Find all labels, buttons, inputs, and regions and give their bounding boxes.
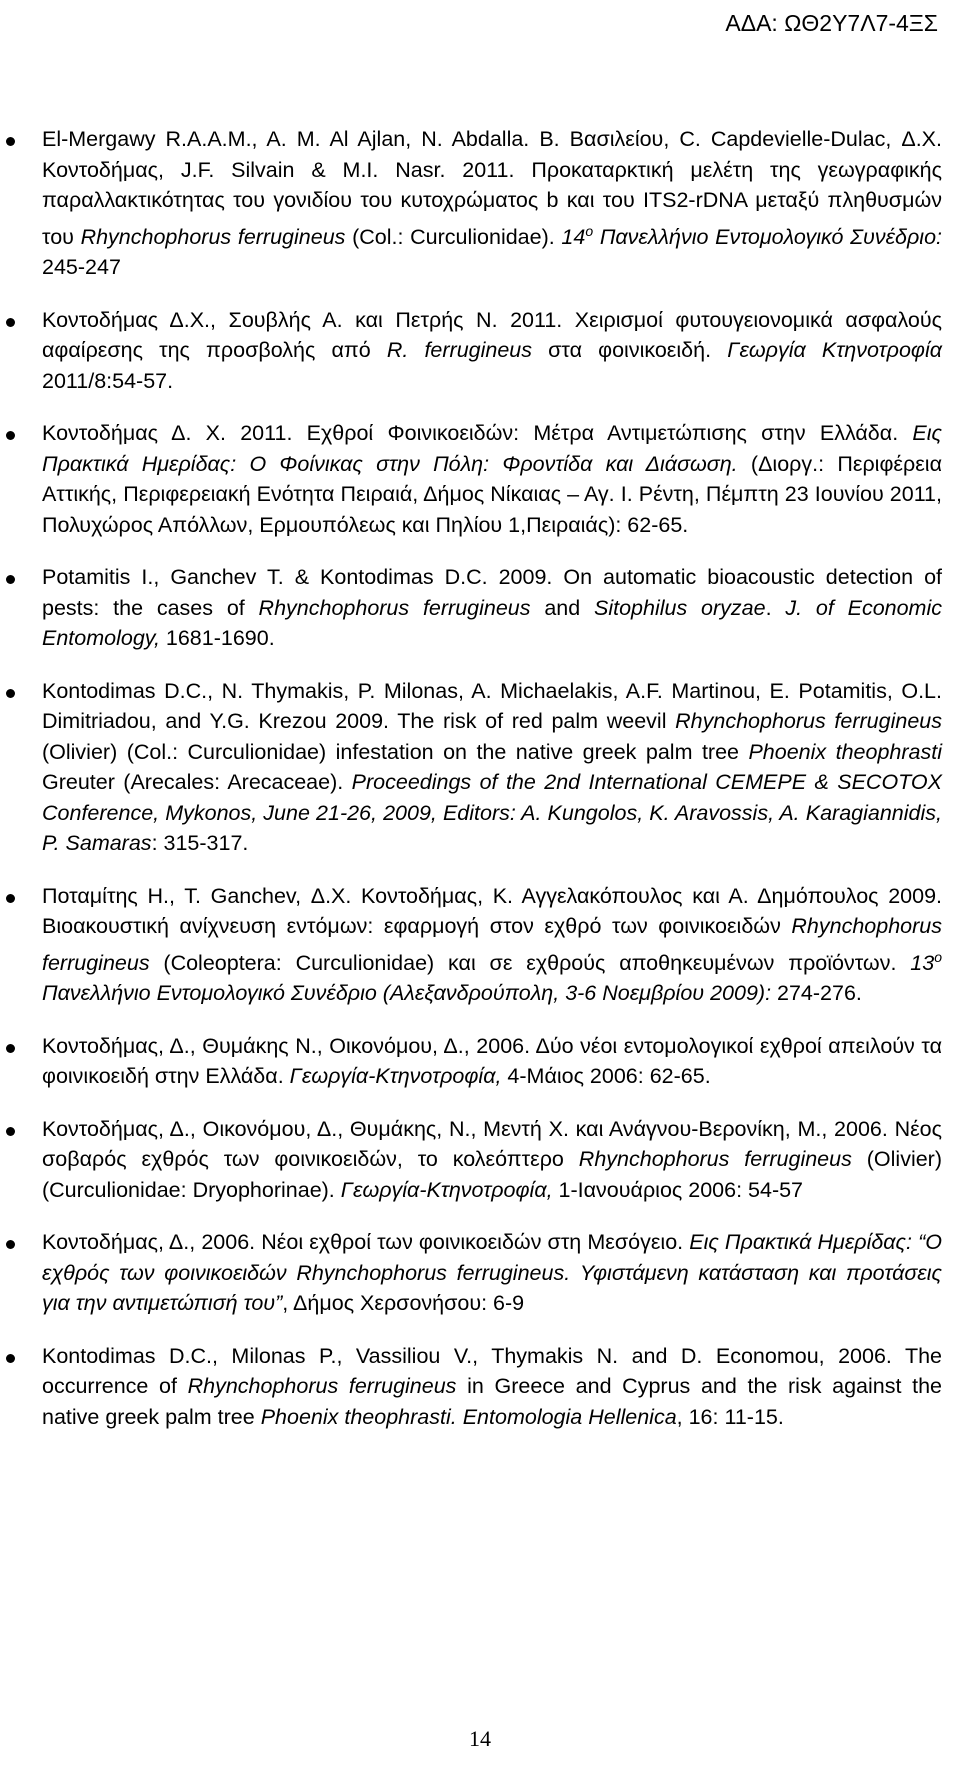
italic-text: Πανελλήνιο Εντομολογικό Συνέδριο (Αλεξανδρούπολη, 3-6 Νοεμβρίου 2009): <box>42 981 772 1006</box>
reference-item <box>0 305 942 397</box>
reference-text <box>42 881 942 1009</box>
italic-text: Εις Πρακτικά Ημερίδας: Ο Φοίνικας στην Πόλη: Φροντίδα και Διάσωση. <box>42 421 942 476</box>
plain-text: , Δήμος Χερσονήσου: 6-9 <box>282 1291 525 1316</box>
italic-text: 13 <box>910 950 935 975</box>
plain-text: 2011/8:54-57. <box>42 368 174 393</box>
plain-text: 1-Ιανουάριος 2006: 54-57 <box>552 1177 804 1202</box>
italic-text: Phoenix theophrasti. <box>260 1404 457 1429</box>
italic-text: Proceedings of the 2nd International CEMEPE & SECOTOX Conference, Mykonos, June 21-26, 2009, Editors: A. Kungolos, K. Aravossis, A. Karagiannidis, P. Samaras <box>42 770 942 856</box>
plain-text: El-Mergawy R.A.A.M., A. M. Al Ajlan, N. Abdalla. B. Βασιλείου, C. Capdevielle-Dulac, Δ.Χ. Κοντοδήμας, J.F. Silvain & M.I. Nasr. 2011. Προκαταρκτική μελέτη της γεωγραφικής παραλλακτικότητας του γονιδίου του κυτοχρώματος b και του ITS2-rDNA μεταξύ πληθυσμών του <box>42 127 942 249</box>
reference-list <box>0 124 960 1454</box>
plain-text: Potamitis I., Ganchev T. & Kontodimas D.C. 2009. On automatic bioacoustic detection of pests: the cases of <box>42 565 942 620</box>
reference-text <box>42 124 942 283</box>
bullet-icon <box>6 318 15 327</box>
plain-text: Greuter (Arecales: Arecaceae). <box>42 770 352 795</box>
italic-text: Γεωργία-Κτηνοτροφία, <box>340 1177 553 1202</box>
plain-text: (Col.: Curculionidae). <box>345 224 562 249</box>
plain-text: στα φοινικοειδή. <box>532 338 728 363</box>
reference-text <box>42 305 942 397</box>
italic-text: Γεωργία-Κτηνοτροφία, <box>289 1064 502 1089</box>
plain-text: Kontodimas D.C., Milonas P., Vassiliou V., Thymakis N. and D. Economou, 2006. The occurrence of <box>42 1343 942 1399</box>
italic-text: ο <box>934 948 942 965</box>
bullet-icon <box>6 575 15 584</box>
italic-text: 14 <box>561 224 586 249</box>
reference-text <box>42 676 942 859</box>
plain-text: (Διοργ.: Περιφέρεια Αττικής, Περιφερειακή Ενότητα Πειραιά, Δήμος Νίκαιας – Αγ. Ι. Ρέντη, Πέμπτη 23 Ιουνίου 2011, Πολυχώρος Απόλλων, Ερμουπόλεως και Πηλίου 1,Πειραιάς): 62-65. <box>42 451 942 537</box>
italic-text: Rhynchophorus ferrugineus <box>80 224 346 249</box>
plain-text: Κοντοδήμας Δ. Χ. 2011. Εχθροί Φοινικοειδών: Μέτρα Αντιμετώπισης στην Ελλάδα. <box>42 421 913 446</box>
plain-text: (Olivier) (Curculionidae: Dryophorinae). <box>42 1147 942 1202</box>
plain-text: Κοντοδήμας, Δ., Θυμάκης Ν., Οικονόμου, Δ., 2006. Δύο νέοι εντομολογικοί εχθροί απειλούν τα φοινικοειδή στην Ελλάδα. <box>42 1033 942 1089</box>
reference-item <box>0 418 942 540</box>
plain-text: in Greece and Cyprus and the risk against the native greek palm tree <box>42 1374 942 1429</box>
plain-text: and <box>530 595 594 620</box>
reference-text <box>42 1341 942 1433</box>
plain-text: . <box>765 595 786 620</box>
reference-item <box>0 562 942 654</box>
bullet-icon <box>6 1044 15 1053</box>
italic-text: Phoenix theophrasti <box>748 739 943 764</box>
bullet-icon <box>6 689 15 698</box>
italic-text: Rhynchophorus ferrugineus <box>187 1374 457 1399</box>
bullet-icon <box>6 1240 15 1249</box>
plain-text: Κοντοδήμας, Δ., Οικονόμου, Δ., Θυμάκης, Ν., Μεντή Χ. και Ανάγνου-Βερονίκη, Μ., 2006. Νέος σοβαρός εχθρός των φοινικοειδών, το κολεόπτερο <box>42 1116 942 1172</box>
reference-item <box>0 1227 942 1319</box>
reference-item <box>0 1114 942 1206</box>
italic-text: Rhynchophorus ferrugineus <box>675 709 942 734</box>
plain-text: 245-247 <box>42 255 121 280</box>
reference-item <box>0 1031 942 1092</box>
plain-text: (Olivier) (Col.: Curculionidae) infestation on the native greek palm tree <box>42 739 749 764</box>
reference-item <box>0 881 942 1009</box>
italic-text: Πανελλήνιο Εντομολογικό Συνέδριο: <box>593 224 942 249</box>
plain-text: Kontodimas D.C., N. Thymakis, P. Milonas, A. Michaelakis, A.F. Martinou, E. Potamitis, O.L. Dimitriadou, and Y.G. Krezou 2009. The risk of red palm weevil <box>42 678 942 734</box>
plain-text: 4-Μάιος 2006: 62-65. <box>501 1064 711 1089</box>
reference-item <box>0 676 942 859</box>
plain-text: 274-276. <box>771 981 862 1006</box>
italic-text: Γεωργία Κτηνοτροφία <box>727 338 942 363</box>
reference-text <box>42 418 942 540</box>
italic-text: R. ferrugineus <box>386 338 533 363</box>
reference-text <box>42 562 942 654</box>
italic-text: Rhynchophorus ferrugineus <box>258 595 531 620</box>
bullet-icon <box>6 1127 15 1136</box>
plain-text: Ποταμίτης Η., Τ. Ganchev, Δ.Χ. Κοντοδήμας, Κ. Αγγελακόπουλος και Α. Δημόπουλος 2009. Βιοακουστική ανίχνευση εντόμων: εφαρμογή στον εχθρό των φοινικοειδών <box>42 883 942 939</box>
bullet-icon <box>6 894 15 903</box>
italic-text: J. of Economic Entomology, <box>42 595 942 651</box>
plain-text: Κοντοδήμας Δ.Χ., Σουβλής Α. και Πετρής Ν. 2011. Χειρισμοί φυτουγειονομικά ασφαλούς αφαίρεσης της προσβολής από <box>42 307 942 363</box>
italic-text: Rhynchophorus ferrugineus <box>42 914 942 975</box>
reference-item <box>0 1341 942 1433</box>
italic-text: Εις Πρακτικά Ημερίδας: “Ο εχθρός των φοινικοειδών Rhynchophorus ferrugineus. Υφιστάμενη κατάσταση και προτάσεις για την αντιμετώπισή του” <box>42 1230 942 1316</box>
reference-text <box>42 1031 942 1092</box>
italic-text: Rhynchophorus ferrugineus <box>578 1147 852 1172</box>
document-id-header: ΑΔΑ: ΩΘ2Υ7Λ7-4ΞΣ <box>725 10 938 36</box>
bullet-icon <box>6 1354 15 1363</box>
italic-text: ο <box>585 222 594 239</box>
page-number: 14 <box>469 1726 491 1751</box>
plain-text: : 315-317. <box>151 831 249 856</box>
plain-text: 1681-1690. <box>159 626 275 651</box>
plain-text: Κοντοδήμας, Δ., 2006. Νέοι εχθροί των φοινικοειδών στη Μεσόγειο. <box>42 1230 690 1255</box>
reference-text <box>42 1227 942 1319</box>
italic-text: Entomologia Hellenica <box>462 1404 677 1429</box>
bullet-icon <box>6 431 15 440</box>
bullet-icon <box>6 137 15 146</box>
plain-text: , 16: 11-15. <box>676 1404 784 1429</box>
italic-text: Sitophilus oryzae <box>594 595 766 620</box>
reference-item <box>0 124 942 283</box>
plain-text: (Coleoptera: Curculionidae) και σε εχθρούς αποθηκευμένων προϊόντων. <box>149 950 911 975</box>
reference-text <box>42 1114 942 1206</box>
